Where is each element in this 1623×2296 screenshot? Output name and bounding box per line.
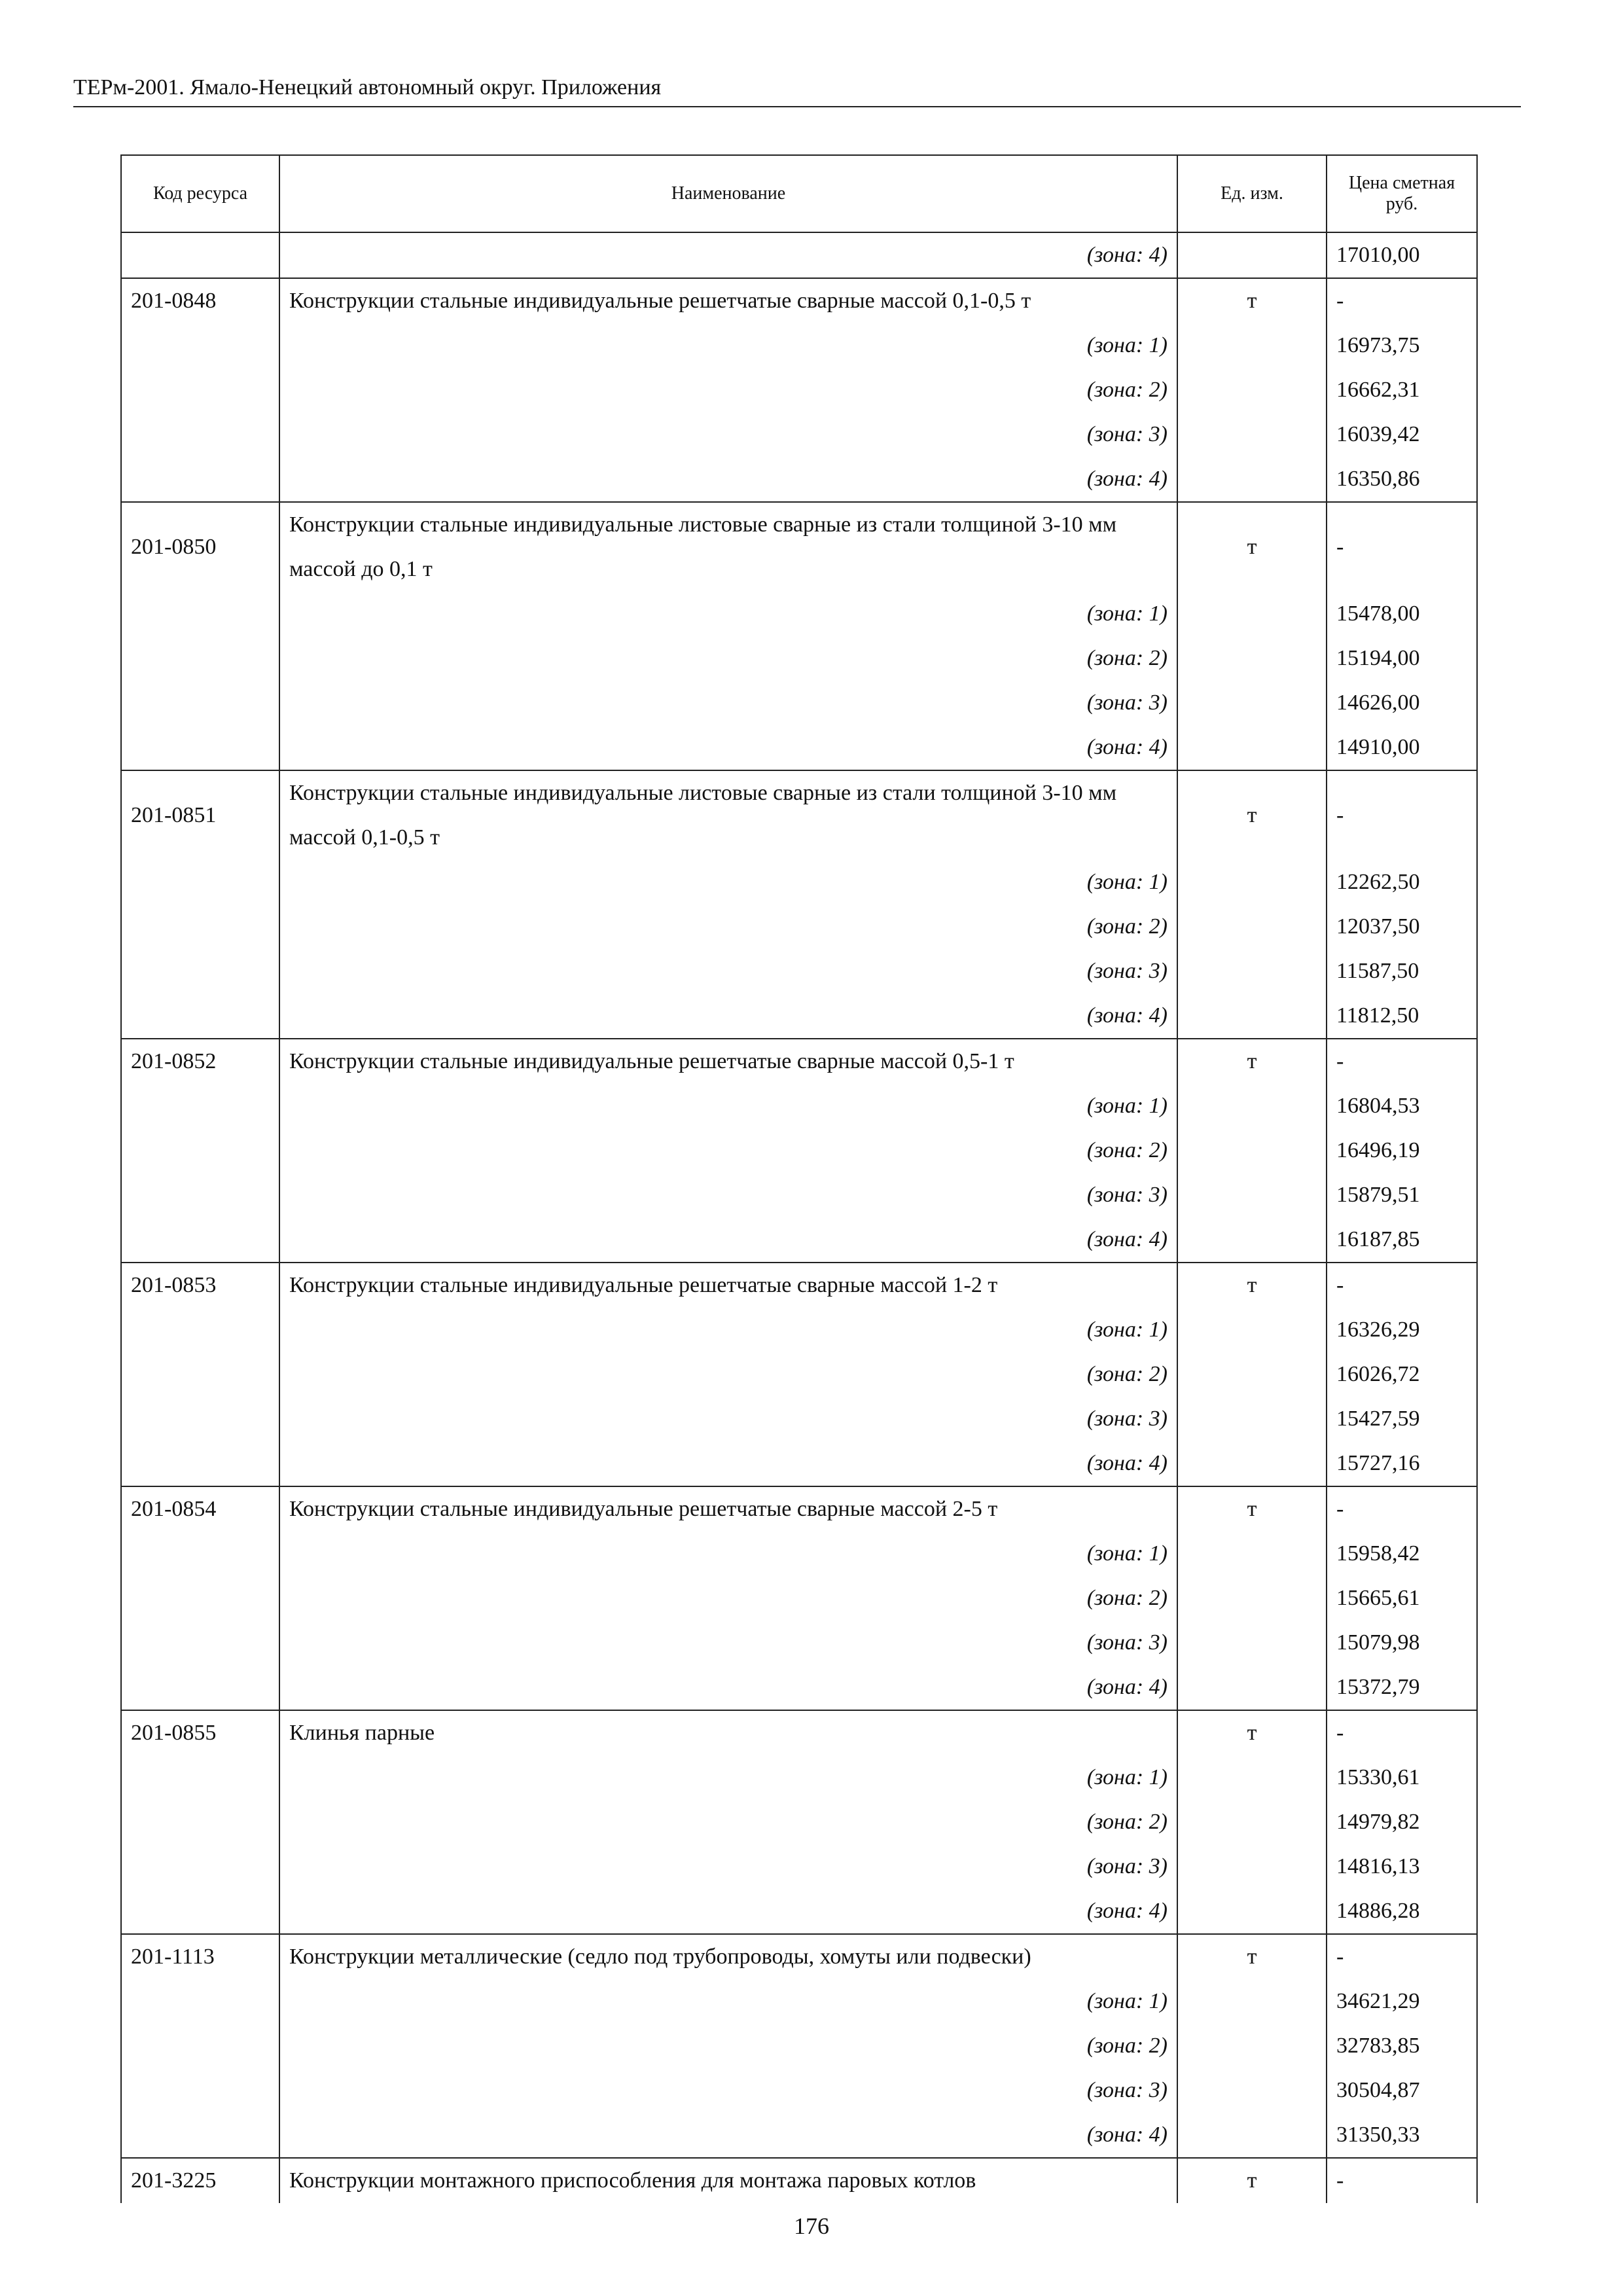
unit-cell bbox=[1177, 636, 1327, 681]
resource-code: 201-0851 bbox=[121, 770, 279, 860]
column-header-code: Код ресурса bbox=[121, 155, 279, 232]
code-cell bbox=[121, 323, 279, 368]
code-cell bbox=[121, 1621, 279, 1665]
zone-row bbox=[121, 1979, 1477, 2024]
resource-row bbox=[121, 1486, 1477, 1532]
zone-row bbox=[121, 1844, 1477, 1889]
code-cell bbox=[121, 1128, 279, 1173]
unit-cell bbox=[1177, 412, 1327, 457]
page-number: 176 bbox=[794, 2213, 829, 2239]
zone-row bbox=[121, 412, 1477, 457]
resource-unit: т bbox=[1177, 1710, 1327, 1755]
resource-row bbox=[121, 1039, 1477, 1084]
zone-label: (зона: 1) bbox=[279, 1308, 1177, 1352]
zone-label: (зона: 2) bbox=[279, 636, 1177, 681]
resource-unit: т bbox=[1177, 1263, 1327, 1308]
zone-price: 16350,86 bbox=[1327, 457, 1477, 502]
zone-label: (зона: 3) bbox=[279, 681, 1177, 725]
zone-label: (зона: 3) bbox=[279, 949, 1177, 994]
code-cell bbox=[121, 725, 279, 770]
code-cell bbox=[121, 1397, 279, 1441]
resource-code: 201-0854 bbox=[121, 1486, 279, 1532]
unit-cell bbox=[1177, 368, 1327, 412]
unit-cell bbox=[1177, 1352, 1327, 1397]
resource-price: - bbox=[1327, 2158, 1477, 2203]
zone-price: 15478,00 bbox=[1327, 592, 1477, 636]
unit-cell bbox=[1177, 1979, 1327, 2024]
zone-price: 12037,50 bbox=[1327, 905, 1477, 949]
code-cell bbox=[121, 592, 279, 636]
zone-price: 14886,28 bbox=[1327, 1889, 1477, 1934]
code-cell bbox=[121, 681, 279, 725]
resource-row bbox=[121, 502, 1477, 592]
zone-price: 34621,29 bbox=[1327, 1979, 1477, 2024]
zone-row bbox=[121, 949, 1477, 994]
zone-label: (зона: 4) bbox=[279, 1665, 1177, 1710]
zone-label: (зона: 2) bbox=[279, 368, 1177, 412]
zone-row bbox=[121, 1441, 1477, 1486]
unit-cell bbox=[1177, 1084, 1327, 1128]
table-header-row bbox=[121, 155, 1477, 232]
zone-label: (зона: 1) bbox=[279, 1979, 1177, 2024]
zone-price: 16026,72 bbox=[1327, 1352, 1477, 1397]
zone-price: 17010,00 bbox=[1327, 232, 1477, 278]
resource-row bbox=[121, 1934, 1477, 1979]
zone-label: (зона: 3) bbox=[279, 2068, 1177, 2113]
resource-unit: т bbox=[1177, 502, 1327, 592]
resource-row bbox=[121, 1710, 1477, 1755]
zone-label: (зона: 2) bbox=[279, 905, 1177, 949]
resource-unit: т bbox=[1177, 770, 1327, 860]
zone-row bbox=[121, 860, 1477, 905]
zone-label: (зона: 1) bbox=[279, 860, 1177, 905]
unit-cell bbox=[1177, 232, 1327, 278]
zone-price: 32783,85 bbox=[1327, 2024, 1477, 2068]
unit-cell bbox=[1177, 1621, 1327, 1665]
zone-row bbox=[121, 2068, 1477, 2113]
code-cell bbox=[121, 232, 279, 278]
resource-unit: т bbox=[1177, 1486, 1327, 1532]
unit-cell bbox=[1177, 725, 1327, 770]
code-cell bbox=[121, 1576, 279, 1621]
zone-row bbox=[121, 1800, 1477, 1844]
code-cell bbox=[121, 860, 279, 905]
zone-row bbox=[121, 323, 1477, 368]
zone-row bbox=[121, 368, 1477, 412]
resource-unit: т bbox=[1177, 1039, 1327, 1084]
zone-row bbox=[121, 1173, 1477, 1217]
zone-row bbox=[121, 1084, 1477, 1128]
zone-row bbox=[121, 725, 1477, 770]
code-cell bbox=[121, 905, 279, 949]
zone-label: (зона: 2) bbox=[279, 1576, 1177, 1621]
zone-row bbox=[121, 1532, 1477, 1576]
page-header bbox=[73, 73, 1521, 107]
zone-price: 14626,00 bbox=[1327, 681, 1477, 725]
unit-cell bbox=[1177, 1755, 1327, 1800]
zone-price: 16973,75 bbox=[1327, 323, 1477, 368]
resource-name: Конструкции монтажного приспособления для монтажа паровых котлов bbox=[279, 2158, 1177, 2203]
zone-row bbox=[121, 1308, 1477, 1352]
zone-row bbox=[121, 457, 1477, 502]
code-cell bbox=[121, 1979, 279, 2024]
code-cell bbox=[121, 368, 279, 412]
unit-cell bbox=[1177, 1800, 1327, 1844]
unit-cell bbox=[1177, 1128, 1327, 1173]
zone-label: (зона: 4) bbox=[279, 457, 1177, 502]
zone-label: (зона: 4) bbox=[279, 994, 1177, 1039]
code-cell bbox=[121, 2113, 279, 2158]
code-cell bbox=[121, 994, 279, 1039]
zone-price: 14816,13 bbox=[1327, 1844, 1477, 1889]
zone-row bbox=[121, 592, 1477, 636]
code-cell bbox=[121, 1441, 279, 1486]
zone-row bbox=[121, 2113, 1477, 2158]
zone-label: (зона: 1) bbox=[279, 1755, 1177, 1800]
resource-code: 201-0853 bbox=[121, 1263, 279, 1308]
resource-code: 201-0855 bbox=[121, 1710, 279, 1755]
zone-label: (зона: 4) bbox=[279, 725, 1177, 770]
zone-row bbox=[121, 1128, 1477, 1173]
unit-cell bbox=[1177, 457, 1327, 502]
column-header-name: Наименование bbox=[279, 155, 1177, 232]
code-cell bbox=[121, 2024, 279, 2068]
unit-cell bbox=[1177, 1844, 1327, 1889]
zone-row bbox=[121, 1352, 1477, 1397]
resource-unit: т bbox=[1177, 1934, 1327, 1979]
code-cell bbox=[121, 1084, 279, 1128]
resource-price: - bbox=[1327, 1039, 1477, 1084]
zone-price: 16804,53 bbox=[1327, 1084, 1477, 1128]
zone-row bbox=[121, 1621, 1477, 1665]
zone-row bbox=[121, 1665, 1477, 1710]
zone-price: 14979,82 bbox=[1327, 1800, 1477, 1844]
unit-cell bbox=[1177, 2113, 1327, 2158]
zone-label: (зона: 1) bbox=[279, 1532, 1177, 1576]
unit-cell bbox=[1177, 1217, 1327, 1263]
unit-cell bbox=[1177, 949, 1327, 994]
price-table bbox=[120, 154, 1478, 2203]
zone-price: 16039,42 bbox=[1327, 412, 1477, 457]
zone-price: 12262,50 bbox=[1327, 860, 1477, 905]
zone-label: (зона: 3) bbox=[279, 412, 1177, 457]
resource-row bbox=[121, 1263, 1477, 1308]
zone-label: (зона: 1) bbox=[279, 323, 1177, 368]
zone-row bbox=[121, 1217, 1477, 1263]
resource-price: - bbox=[1327, 502, 1477, 592]
unit-cell bbox=[1177, 2068, 1327, 2113]
resource-price: - bbox=[1327, 1486, 1477, 1532]
column-header-price: Цена сметная руб. bbox=[1327, 155, 1477, 232]
zone-row bbox=[121, 1755, 1477, 1800]
zone-row bbox=[121, 905, 1477, 949]
zone-price: 15330,61 bbox=[1327, 1755, 1477, 1800]
zone-row bbox=[121, 1889, 1477, 1934]
continuation-row bbox=[121, 232, 1477, 278]
zone-price: 15079,98 bbox=[1327, 1621, 1477, 1665]
code-cell bbox=[121, 1352, 279, 1397]
resource-name: Конструкции стальные индивидуальные листовые сварные из стали толщиной 3-10 мм массой до 0,1 т bbox=[279, 502, 1177, 592]
zone-price: 15427,59 bbox=[1327, 1397, 1477, 1441]
code-cell bbox=[121, 1889, 279, 1934]
resource-name: Клинья парные bbox=[279, 1710, 1177, 1755]
resource-name: Конструкции стальные индивидуальные решетчатые сварные массой 2-5 т bbox=[279, 1486, 1177, 1532]
zone-price: 16326,29 bbox=[1327, 1308, 1477, 1352]
unit-cell bbox=[1177, 1308, 1327, 1352]
resource-price: - bbox=[1327, 1934, 1477, 1979]
column-header-unit: Ед. изм. bbox=[1177, 155, 1327, 232]
resource-name: Конструкции стальные индивидуальные решетчатые сварные массой 0,5-1 т bbox=[279, 1039, 1177, 1084]
zone-price: 16187,85 bbox=[1327, 1217, 1477, 1263]
zone-label: (зона: 4) bbox=[279, 1889, 1177, 1934]
unit-cell bbox=[1177, 1441, 1327, 1486]
zone-row bbox=[121, 1397, 1477, 1441]
zone-label: (зона: 3) bbox=[279, 1844, 1177, 1889]
resource-name: Конструкции стальные индивидуальные решетчатые сварные массой 1-2 т bbox=[279, 1263, 1177, 1308]
zone-label: (зона: 4) bbox=[279, 232, 1177, 278]
zone-label: (зона: 2) bbox=[279, 1800, 1177, 1844]
resource-code: 201-1113 bbox=[121, 1934, 279, 1979]
unit-cell bbox=[1177, 323, 1327, 368]
zone-label: (зона: 1) bbox=[279, 1084, 1177, 1128]
resource-row bbox=[121, 2158, 1477, 2203]
zone-label: (зона: 2) bbox=[279, 2024, 1177, 2068]
unit-cell bbox=[1177, 1665, 1327, 1710]
zone-price: 11587,50 bbox=[1327, 949, 1477, 994]
zone-price: 15665,61 bbox=[1327, 1576, 1477, 1621]
resource-code: 201-0852 bbox=[121, 1039, 279, 1084]
zone-row bbox=[121, 2024, 1477, 2068]
resource-unit: т bbox=[1177, 278, 1327, 323]
code-cell bbox=[121, 1755, 279, 1800]
unit-cell bbox=[1177, 994, 1327, 1039]
zone-label: (зона: 3) bbox=[279, 1173, 1177, 1217]
zone-price: 30504,87 bbox=[1327, 2068, 1477, 2113]
resource-name: Конструкции стальные индивидуальные листовые сварные из стали толщиной 3-10 мм массой 0,1-0,5 т bbox=[279, 770, 1177, 860]
resource-code: 201-0848 bbox=[121, 278, 279, 323]
zone-price: 15194,00 bbox=[1327, 636, 1477, 681]
zone-label: (зона: 2) bbox=[279, 1352, 1177, 1397]
unit-cell bbox=[1177, 1397, 1327, 1441]
zone-row bbox=[121, 994, 1477, 1039]
resource-price: - bbox=[1327, 1263, 1477, 1308]
resource-code: 201-3225 bbox=[121, 2158, 279, 2203]
code-cell bbox=[121, 412, 279, 457]
resource-row bbox=[121, 770, 1477, 860]
unit-cell bbox=[1177, 681, 1327, 725]
code-cell bbox=[121, 457, 279, 502]
code-cell bbox=[121, 1217, 279, 1263]
zone-label: (зона: 4) bbox=[279, 1441, 1177, 1486]
code-cell bbox=[121, 949, 279, 994]
resource-unit: т bbox=[1177, 2158, 1327, 2203]
code-cell bbox=[121, 1665, 279, 1710]
resource-price: - bbox=[1327, 770, 1477, 860]
code-cell bbox=[121, 1173, 279, 1217]
zone-price: 15372,79 bbox=[1327, 1665, 1477, 1710]
code-cell bbox=[121, 1844, 279, 1889]
unit-cell bbox=[1177, 2024, 1327, 2068]
unit-cell bbox=[1177, 1173, 1327, 1217]
code-cell bbox=[121, 1532, 279, 1576]
resource-code: 201-0850 bbox=[121, 502, 279, 592]
zone-price: 15727,16 bbox=[1327, 1441, 1477, 1486]
resource-name: Конструкции стальные индивидуальные решетчатые сварные массой 0,1-0,5 т bbox=[279, 278, 1177, 323]
zone-price: 11812,50 bbox=[1327, 994, 1477, 1039]
zone-price: 15879,51 bbox=[1327, 1173, 1477, 1217]
unit-cell bbox=[1177, 1532, 1327, 1576]
resource-price: - bbox=[1327, 1710, 1477, 1755]
zone-label: (зона: 3) bbox=[279, 1621, 1177, 1665]
zone-row bbox=[121, 681, 1477, 725]
unit-cell bbox=[1177, 592, 1327, 636]
zone-row bbox=[121, 1576, 1477, 1621]
code-cell bbox=[121, 636, 279, 681]
zone-label: (зона: 3) bbox=[279, 1397, 1177, 1441]
zone-price: 31350,33 bbox=[1327, 2113, 1477, 2158]
code-cell bbox=[121, 1800, 279, 1844]
zone-price: 16496,19 bbox=[1327, 1128, 1477, 1173]
unit-cell bbox=[1177, 1576, 1327, 1621]
zone-price: 15958,42 bbox=[1327, 1532, 1477, 1576]
table-body bbox=[121, 232, 1477, 2203]
resource-price: - bbox=[1327, 278, 1477, 323]
zone-label: (зона: 4) bbox=[279, 2113, 1177, 2158]
zone-price: 14910,00 bbox=[1327, 725, 1477, 770]
code-cell bbox=[121, 1308, 279, 1352]
zone-label: (зона: 2) bbox=[279, 1128, 1177, 1173]
resource-row bbox=[121, 278, 1477, 323]
unit-cell bbox=[1177, 1889, 1327, 1934]
unit-cell bbox=[1177, 860, 1327, 905]
zone-label: (зона: 1) bbox=[279, 592, 1177, 636]
code-cell bbox=[121, 2068, 279, 2113]
unit-cell bbox=[1177, 905, 1327, 949]
document-title: ТЕРм-2001. Ямало-Ненецкий автономный округ. Приложения bbox=[73, 75, 662, 99]
zone-label: (зона: 4) bbox=[279, 1217, 1177, 1263]
resource-name: Конструкции металлические (седло под трубопроводы, хомуты или подвески) bbox=[279, 1934, 1177, 1979]
zone-row bbox=[121, 636, 1477, 681]
zone-price: 16662,31 bbox=[1327, 368, 1477, 412]
